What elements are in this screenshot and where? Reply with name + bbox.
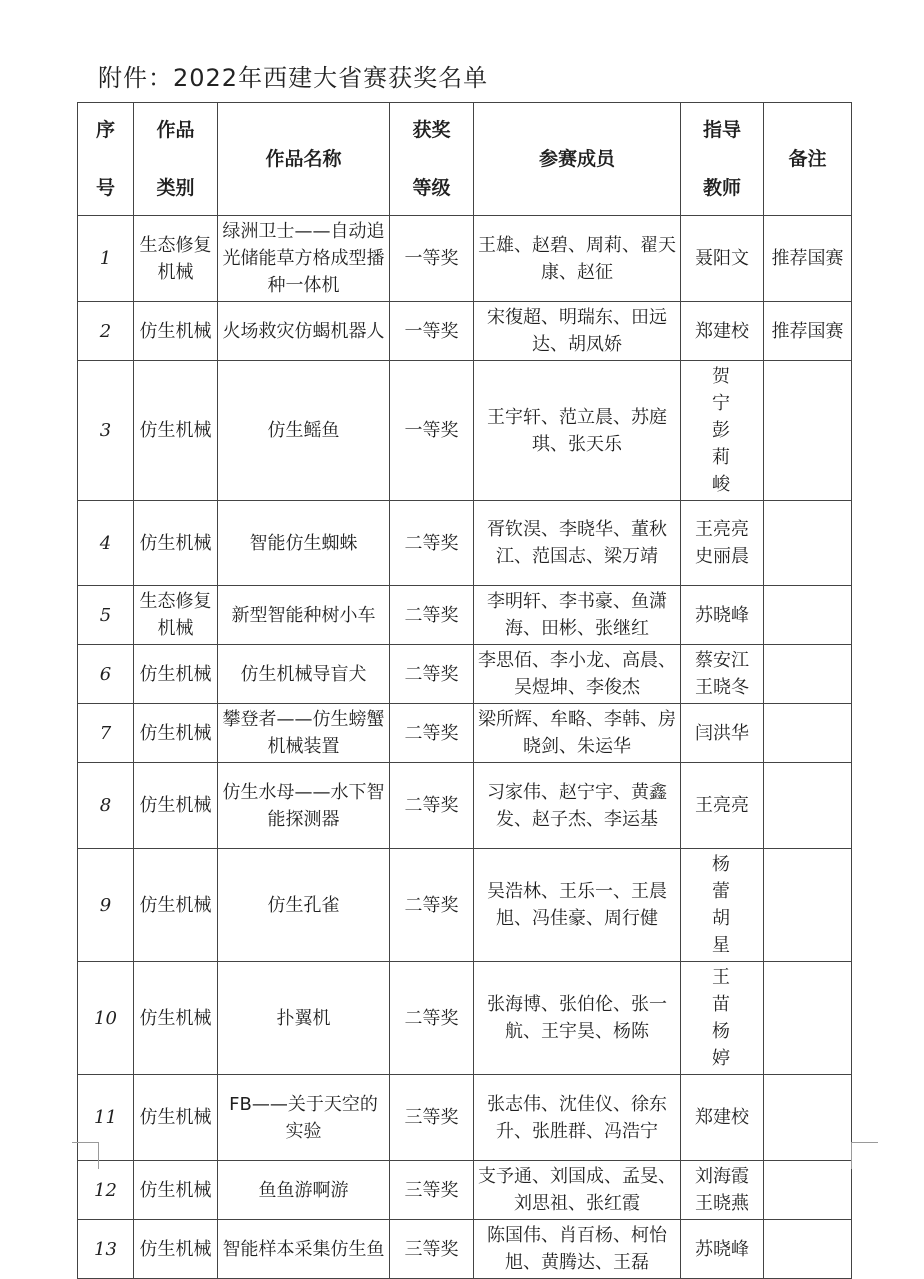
- cell-seq: 12: [78, 1161, 134, 1220]
- cell-seq: 5: [78, 586, 134, 645]
- cell-category: 生态修复机械: [134, 586, 218, 645]
- cell-remark: 推荐国赛: [764, 216, 852, 302]
- cell-seq: 8: [78, 763, 134, 849]
- teacher-name: 王亮亮: [695, 795, 749, 816]
- cell-category: 仿生机械: [134, 302, 218, 361]
- cell-seq: 4: [78, 501, 134, 586]
- cell-award: 二等奖: [390, 704, 474, 763]
- cell-name: 仿生孔雀: [218, 849, 390, 962]
- cell-category: 仿生机械: [134, 1075, 218, 1161]
- cell-name: 扑翼机: [218, 962, 390, 1075]
- header-award-line1: 获奖: [412, 119, 451, 141]
- cell-members: 支予通、刘国成、孟旻、刘思祖、张红霞: [474, 1161, 681, 1220]
- cell-teacher: [681, 501, 764, 586]
- table-row: [78, 361, 852, 501]
- cell-seq: 11: [78, 1075, 134, 1161]
- cell-award: 一等奖: [390, 302, 474, 361]
- teacher-name: 闫洪华: [695, 722, 749, 744]
- table-row: [78, 1220, 852, 1279]
- cell-teacher: [681, 645, 764, 704]
- cell-award: 二等奖: [390, 962, 474, 1075]
- cell-category: 生态修复机械: [134, 216, 218, 302]
- cell-seq: 9: [78, 849, 134, 962]
- cell-members: 吴浩林、王乐一、王晨旭、冯佳豪、周行健: [474, 849, 681, 962]
- cell-members: 李明轩、李书豪、鱼潇海、田彬、张继红: [474, 586, 681, 645]
- teacher-name: 贺宁: [712, 366, 746, 414]
- cell-award: 二等奖: [390, 501, 474, 586]
- cell-seq: 1: [78, 216, 134, 302]
- header-remark: 备注: [764, 103, 852, 216]
- header-award: [390, 103, 474, 216]
- cell-members: 李思佰、李小龙、高晨、吴煜坤、李俊杰: [474, 645, 681, 704]
- header-seq-line1: 序: [95, 119, 115, 141]
- table-row: [78, 645, 852, 704]
- cell-award: 三等奖: [390, 1161, 474, 1220]
- header-category: [134, 103, 218, 216]
- teacher-name: 王晓冬: [695, 677, 749, 698]
- teacher-name: 胡星: [712, 908, 746, 956]
- teacher-name: 杨婷: [712, 1021, 746, 1069]
- cell-award: 二等奖: [390, 763, 474, 849]
- cell-category: 仿生机械: [134, 361, 218, 501]
- cell-remark: [764, 586, 852, 645]
- cell-award: 二等奖: [390, 586, 474, 645]
- header-seq-line2: 号: [95, 177, 115, 199]
- cell-category: 仿生机械: [134, 501, 218, 586]
- cell-seq: 2: [78, 302, 134, 361]
- cell-award: 三等奖: [390, 1220, 474, 1279]
- table-row: [78, 704, 852, 763]
- cell-name: 仿生鳐鱼: [218, 361, 390, 501]
- cell-remark: [764, 1075, 852, 1161]
- cell-award: 二等奖: [390, 849, 474, 962]
- cell-category: 仿生机械: [134, 849, 218, 962]
- teacher-name: 王晓燕: [695, 1193, 749, 1214]
- cell-award: 一等奖: [390, 216, 474, 302]
- page-corner-mark-left: [72, 1142, 99, 1169]
- table-row: [78, 849, 852, 962]
- cell-teacher: [681, 1075, 764, 1161]
- header-members: 参赛成员: [474, 103, 681, 216]
- awards-table: [77, 102, 852, 1279]
- cell-name: 仿生机械导盲犬: [218, 645, 390, 704]
- cell-teacher: [681, 1161, 764, 1220]
- cell-seq: 3: [78, 361, 134, 501]
- cell-award: 一等奖: [390, 361, 474, 501]
- cell-name: 仿生水母——水下智能探测器: [218, 763, 390, 849]
- table-row: [78, 962, 852, 1075]
- cell-teacher: [681, 302, 764, 361]
- table-body: [78, 216, 852, 1279]
- cell-category: 仿生机械: [134, 704, 218, 763]
- teacher-name: 苏晓峰: [695, 1238, 749, 1260]
- header-award-line2: 等级: [412, 177, 451, 199]
- cell-remark: [764, 849, 852, 962]
- cell-remark: [764, 962, 852, 1075]
- teacher-name: 郑建校: [695, 320, 749, 342]
- teacher-name: 聂阳文: [695, 248, 749, 269]
- cell-remark: [764, 1220, 852, 1279]
- cell-members: 王雄、赵碧、周莉、翟天康、赵征: [474, 216, 681, 302]
- teacher-name: 蔡安江: [695, 650, 749, 671]
- teacher-name: 彭莉峻: [712, 420, 746, 495]
- teacher-name: 杨蕾: [712, 854, 746, 902]
- cell-category: 仿生机械: [134, 1220, 218, 1279]
- cell-teacher: [681, 704, 764, 763]
- cell-teacher: [681, 962, 764, 1075]
- cell-teacher: [681, 361, 764, 501]
- teacher-name: 苏晓峰: [695, 604, 749, 626]
- page-corner-mark-right: [851, 1142, 878, 1169]
- cell-seq: 6: [78, 645, 134, 704]
- cell-name: 攀登者——仿生螃蟹机械装置: [218, 704, 390, 763]
- cell-seq: 7: [78, 704, 134, 763]
- cell-award: 二等奖: [390, 645, 474, 704]
- header-teacher: [681, 103, 764, 216]
- header-category-line1: 作品: [156, 119, 195, 141]
- cell-remark: [764, 1161, 852, 1220]
- cell-members: 习家伟、赵宁宇、黄鑫发、赵子杰、李运基: [474, 763, 681, 849]
- cell-award: 三等奖: [390, 1075, 474, 1161]
- cell-members: 梁所辉、牟略、李韩、房晓剑、朱运华: [474, 704, 681, 763]
- header-seq: [78, 103, 134, 216]
- cell-members: 张海博、张伯伦、张一航、王宇昊、杨陈: [474, 962, 681, 1075]
- cell-members: 胥钦淏、李晓华、董秋江、范国志、梁万靖: [474, 501, 681, 586]
- teacher-name: 王亮亮: [695, 519, 749, 540]
- cell-name: 智能样本采集仿生鱼: [218, 1220, 390, 1279]
- table-row: [78, 763, 852, 849]
- teacher-name: 郑建校: [695, 1107, 749, 1128]
- cell-teacher: [681, 216, 764, 302]
- cell-teacher: [681, 586, 764, 645]
- header-teacher-line1: 指导: [702, 119, 741, 141]
- cell-remark: [764, 763, 852, 849]
- cell-remark: [764, 501, 852, 586]
- cell-category: 仿生机械: [134, 1161, 218, 1220]
- header-row: [78, 103, 852, 216]
- header-name: 作品名称: [218, 103, 390, 216]
- cell-name: 火场救灾仿蝎机器人: [218, 302, 390, 361]
- cell-remark: [764, 645, 852, 704]
- cell-category: 仿生机械: [134, 763, 218, 849]
- table-row: [78, 302, 852, 361]
- teacher-name: 王苗: [712, 967, 746, 1015]
- cell-name: 绿洲卫士——自动追光储能草方格成型播种一体机: [218, 216, 390, 302]
- cell-members: 张志伟、沈佳仪、徐东升、张胜群、冯浩宁: [474, 1075, 681, 1161]
- cell-name: FB——关于天空的实验: [218, 1075, 390, 1161]
- cell-seq: 13: [78, 1220, 134, 1279]
- cell-name: 智能仿生蜘蛛: [218, 501, 390, 586]
- teacher-name: 刘海霞: [695, 1166, 749, 1187]
- cell-teacher: [681, 763, 764, 849]
- teacher-name: 史丽晨: [695, 546, 749, 567]
- cell-remark: 推荐国赛: [764, 302, 852, 361]
- cell-name: 鱼鱼游啊游: [218, 1161, 390, 1220]
- table-row: [78, 1075, 852, 1161]
- cell-teacher: [681, 1220, 764, 1279]
- header-category-line2: 类别: [156, 177, 195, 199]
- cell-members: 陈国伟、肖百杨、柯怡旭、黄腾达、王磊: [474, 1220, 681, 1279]
- document-title: 附件：2022年西建大省赛获奖名单: [98, 64, 489, 92]
- table-row: [78, 501, 852, 586]
- cell-seq: 10: [78, 962, 134, 1075]
- cell-category: 仿生机械: [134, 962, 218, 1075]
- cell-category: 仿生机械: [134, 645, 218, 704]
- table-row: [78, 1161, 852, 1220]
- cell-members: 宋復超、明瑞东、田远达、胡凤娇: [474, 302, 681, 361]
- cell-remark: [764, 361, 852, 501]
- cell-teacher: [681, 849, 764, 962]
- cell-remark: [764, 704, 852, 763]
- table-row: [78, 216, 852, 302]
- table-row: [78, 586, 852, 645]
- header-teacher-line2: 教师: [702, 177, 741, 199]
- cell-members: 王宇轩、范立晨、苏庭琪、张天乐: [474, 361, 681, 501]
- cell-name: 新型智能种树小车: [218, 586, 390, 645]
